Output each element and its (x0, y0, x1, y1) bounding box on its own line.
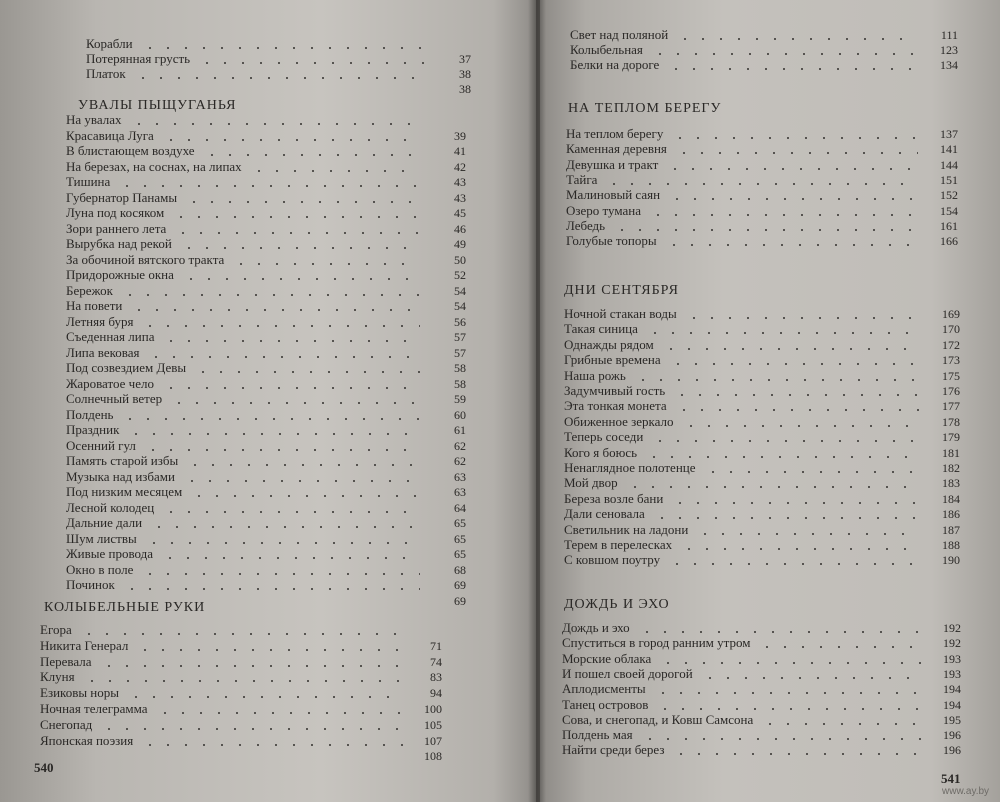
leader-dots (701, 677, 922, 679)
leader-dots (141, 47, 430, 49)
toc-page-number: 62 (454, 454, 466, 468)
toc-page-number: 181 (942, 445, 960, 460)
leader-dots (172, 216, 420, 218)
toc-page-number: 64 (454, 500, 466, 515)
leader-dots (118, 185, 420, 187)
leader-dots (651, 53, 915, 55)
leader-dots (162, 387, 420, 389)
toc-page-number: 54 (454, 283, 466, 298)
leader-dots (162, 340, 420, 342)
toc-entry-title: Осенний гул (66, 437, 136, 453)
leader-dots (605, 183, 918, 185)
leader-dots (668, 198, 918, 200)
toc-page-number: 74 (430, 654, 442, 669)
toc-page-number: 186 (942, 507, 960, 522)
toc-page-number: 108 (424, 749, 442, 764)
leader-dots (156, 712, 406, 714)
leader-dots (665, 244, 918, 246)
toc-page-number: 152 (940, 188, 958, 203)
toc-entry-title: Задумчивый гость (564, 383, 666, 398)
toc-page-number: 178 (942, 414, 960, 429)
leader-dots (83, 680, 405, 682)
leader-dots (626, 486, 920, 488)
toc-page-number: 175 (942, 368, 960, 383)
toc-entry-title: Грибные времена (564, 352, 661, 368)
toc-page-number: 177 (942, 399, 960, 414)
toc-page-number: 61 (454, 423, 466, 437)
leader-dots (194, 371, 420, 373)
book-gutter (528, 0, 546, 802)
toc-page-number: 105 (424, 717, 442, 732)
toc-page-number: 83 (430, 670, 442, 685)
toc-entry-title: Обиженное зеркало (564, 413, 674, 429)
toc-entry-title: Красавица Луга (66, 127, 154, 143)
toc-page-number: 58 (454, 376, 466, 391)
toc-page-number: 184 (942, 491, 960, 506)
toc-entry-title: Музыка над избами (66, 468, 175, 484)
leader-dots (161, 557, 420, 559)
toc-entry-title: Ненаглядное полотенце (564, 460, 696, 475)
leader-dots (649, 214, 918, 216)
leader-dots (680, 548, 920, 550)
leader-dots (672, 753, 922, 755)
toc-entry-title: Танец островов (562, 696, 649, 712)
leader-dots (127, 696, 405, 698)
toc-page-number: 179 (942, 430, 960, 445)
leader-dots (669, 363, 920, 365)
toc-entry-title: Под низким месяцем (66, 484, 183, 499)
toc-page-number: 195 (943, 712, 961, 727)
toc-page-number: 50 (454, 252, 466, 267)
leader-dots (174, 232, 420, 234)
toc-entry-title: Корабли (86, 36, 133, 51)
toc-entry-title: Береза возле бани (564, 490, 664, 506)
toc-entry-title: Морские облака (562, 650, 652, 666)
toc-entry-title: Дальние дали (66, 515, 143, 530)
toc-entry-title: Жароватое чело (66, 375, 154, 391)
leader-dots (180, 247, 420, 249)
toc-entry-title: Перевала (40, 653, 92, 669)
toc-page-number: 60 (454, 407, 466, 422)
toc-entry-title: Терем в перелесках (564, 537, 673, 552)
toc-entry-title: Мой двор (564, 475, 618, 491)
leader-dots (127, 433, 420, 435)
leader-dots (162, 139, 420, 141)
toc-entry-title: Солнечный ветер (66, 391, 163, 406)
leader-dots (147, 356, 420, 358)
leader-dots (676, 38, 915, 40)
toc-page-number: 172 (942, 337, 960, 352)
leader-dots (704, 471, 920, 473)
toc-page-number: 71 (430, 638, 442, 653)
toc-entry-title: Озеро тумана (566, 202, 642, 218)
toc-entry-title: Найти среди берез (562, 742, 665, 758)
toc-page-number: 49 (454, 237, 466, 251)
toc-page-number: 100 (424, 702, 442, 716)
toc-page-number: 134 (940, 58, 958, 72)
toc-entry-title: Клуня (40, 669, 75, 685)
toc-entry-title: Дали сеновала (564, 506, 645, 522)
leader-dots (675, 409, 920, 411)
section-heading: ДОЖДЬ И ЭХО (564, 597, 670, 612)
leader-dots (668, 563, 920, 565)
leader-dots (685, 317, 920, 319)
toc-entry-title: Окно в поле (66, 561, 134, 577)
leader-dots (130, 123, 420, 125)
leader-dots (250, 170, 420, 172)
leader-dots (182, 278, 420, 280)
toc-entry-title: Полдень (66, 406, 114, 422)
toc-entry-title: Бережок (66, 282, 113, 298)
toc-entry-title: Лебедь (566, 217, 606, 233)
toc-page-number: 65 (454, 531, 466, 546)
toc-entry-title: Колыбельная (570, 42, 643, 57)
toc-entry-title: Зори раннего лета (66, 220, 167, 236)
toc-entry-title: И пошел своей дорогой (562, 665, 693, 681)
leader-dots (696, 533, 920, 535)
page-number-left: 540 (34, 760, 54, 775)
leader-dots (162, 511, 420, 513)
toc-page-number: 154 (940, 203, 958, 218)
toc-page-number: 182 (942, 461, 960, 475)
leader-dots (651, 440, 920, 442)
leader-dots (185, 201, 420, 203)
leader-dots (671, 137, 918, 139)
toc-page-number: 52 (454, 268, 466, 282)
leader-dots (123, 588, 420, 590)
leader-dots (667, 68, 915, 70)
leader-dots (675, 152, 918, 154)
toc-entry-title: Такая синица (564, 321, 638, 337)
section-heading: НА ТЕПЛОМ БЕРЕГУ (568, 101, 722, 116)
leader-dots (613, 229, 918, 231)
leader-dots (150, 526, 420, 528)
section-heading: КОЛЫБЕЛЬНЫЕ РУКИ (44, 600, 206, 615)
toc-page-number: 196 (943, 743, 961, 758)
toc-page-number: 192 (943, 636, 961, 651)
leader-dots (653, 517, 920, 519)
toc-entry-title: Полдень мая (562, 727, 633, 743)
leader-dots (80, 633, 405, 635)
leader-dots (145, 542, 420, 544)
leader-dots (136, 649, 405, 651)
toc-entry-title: Никита Генерал (40, 637, 129, 653)
toc-entry-title: Аплодисменты (562, 681, 646, 697)
toc-entry-title: Придорожные окна (66, 267, 174, 282)
toc-entry-title: Наша рожь (564, 367, 626, 383)
toc-entry-title: Езиковы норы (40, 685, 120, 701)
leader-dots (198, 62, 430, 64)
toc-page-number: 169 (942, 307, 960, 321)
leader-dots (656, 708, 922, 710)
toc-entry-title: Девушка и тракт (566, 156, 659, 172)
toc-entry-title: Ночной стакан воды (564, 306, 677, 321)
toc-entry-title: Малиновый саян (566, 187, 661, 203)
toc-entry-title: Липа вековая (66, 344, 140, 360)
toc-page-number: 192 (943, 621, 961, 635)
leader-dots (634, 379, 920, 381)
leader-dots (190, 495, 420, 497)
toc-entry-title: Свет над поляной (570, 27, 669, 42)
toc-page-number: 194 (943, 682, 961, 697)
toc-page-number: 183 (942, 476, 960, 491)
toc-page-number: 41 (454, 144, 466, 158)
toc-page-number: 176 (942, 384, 960, 398)
leader-dots (673, 394, 920, 396)
toc-entry-title: Тайга (566, 171, 598, 187)
toc-entry-title: Тишина (66, 174, 111, 189)
toc-entry-title: За обочиной вятского тракта (66, 251, 225, 267)
section-heading: УВАЛЫ ПЫЩУГАНЬЯ (78, 98, 237, 113)
toc-page-number: 38 (459, 82, 471, 96)
leader-dots (134, 77, 430, 79)
right-page (540, 0, 1000, 802)
toc-entry-title: Егора (40, 622, 72, 637)
leader-dots (646, 332, 920, 334)
leader-dots (641, 738, 922, 740)
toc-entry-title: С ковшом поутру (564, 552, 661, 568)
toc-entry-title: Дождь и эхо (562, 620, 630, 635)
toc-entry-title: Починок (66, 577, 115, 592)
leader-dots (141, 744, 405, 746)
toc-page-number: 144 (940, 157, 958, 172)
toc-entry-title: На увалах (66, 112, 122, 127)
leader-dots (671, 502, 920, 504)
page-number-right: 541 (941, 771, 961, 786)
leader-dots (170, 402, 420, 404)
toc-entry-title: Праздник (66, 422, 120, 437)
toc-entry-title: На теплом берегу (566, 126, 664, 141)
toc-entry-title: Шум листвы (66, 530, 137, 546)
toc-page-number: 187 (942, 522, 960, 537)
toc-page-number: 137 (940, 127, 958, 141)
toc-page-number: 43 (454, 190, 466, 205)
toc-page-number: 54 (454, 299, 466, 313)
leader-dots (645, 456, 920, 458)
toc-page-number: 161 (940, 218, 958, 233)
toc-entry-title: Живые провода (66, 546, 154, 561)
toc-entry-title: Снегопад (40, 716, 93, 732)
toc-page-number: 194 (943, 697, 961, 712)
toc-entry-title: Теперь соседи (564, 429, 644, 445)
toc-page-number: 45 (454, 206, 466, 220)
toc-entry-title: Потерянная грусть (86, 51, 191, 66)
toc-page-number: 111 (940, 28, 958, 42)
toc-entry-title: Эта тонкая монета (564, 398, 667, 414)
toc-entry-title: На повети (66, 298, 123, 313)
toc-entry-title: В блистающем воздухе (66, 143, 195, 158)
leader-dots (654, 692, 922, 694)
toc-page-number: 43 (454, 175, 466, 189)
toc-entry-title: Губернатор Панамы (66, 189, 178, 205)
toc-entry-title: Спуститься в город ранним утром (562, 635, 751, 651)
leader-dots (141, 573, 420, 575)
leader-dots (144, 449, 420, 451)
toc-page-number: 69 (454, 593, 466, 608)
leader-dots (141, 325, 420, 327)
toc-entry-title: Светильник на ладони (564, 521, 689, 537)
toc-page-number: 65 (454, 516, 466, 530)
toc-entry-title: Сова, и снегопад, и Ковш Самсона (562, 711, 754, 727)
leader-dots (183, 480, 420, 482)
toc-page-number: 69 (454, 578, 466, 592)
toc-page-number: 57 (454, 330, 466, 344)
toc-page-number: 65 (454, 547, 466, 561)
toc-entry-title: Платок (86, 66, 126, 81)
toc-page-number: 63 (454, 485, 466, 499)
toc-page-number: 151 (940, 172, 958, 187)
leader-dots (232, 263, 420, 265)
toc-page-number: 68 (454, 562, 466, 577)
toc-entry-title: Память старой избы (66, 453, 179, 468)
toc-entry-title: Ночная телеграмма (40, 701, 148, 716)
toc-page-number: 38 (459, 67, 471, 81)
toc-page-number: 123 (940, 43, 958, 57)
toc-page-number: 58 (454, 361, 466, 375)
toc-entry-title: Белки на дороге (570, 57, 660, 72)
toc-page-number: 39 (454, 128, 466, 143)
toc-page-number: 46 (454, 221, 466, 236)
toc-page-number: 196 (943, 728, 961, 743)
leader-dots (682, 425, 920, 427)
toc-entry-title: Съеденная липа (66, 329, 155, 344)
toc-page-number: 94 (430, 686, 442, 701)
toc-entry-title: Каменная деревня (566, 141, 667, 157)
leader-dots (130, 309, 420, 311)
toc-entry-title: Однажды рядом (564, 336, 654, 352)
leader-dots (203, 154, 420, 156)
toc-entry-title: Лесной колодец (66, 499, 155, 515)
leader-dots (100, 728, 405, 730)
toc-entry-title: Луна под косяком (66, 205, 165, 220)
toc-entry-title: Под созвездием Девы (66, 360, 187, 375)
toc-entry-title: На березах, на соснах, на липах (66, 158, 242, 174)
toc-entry-title: Кого я боюсь (564, 444, 638, 460)
toc-page-number: 57 (454, 345, 466, 360)
toc-page-number: 107 (424, 733, 442, 748)
toc-page-number: 59 (454, 392, 466, 406)
toc-page-number: 190 (942, 553, 960, 568)
leader-dots (761, 723, 922, 725)
toc-page-number: 56 (454, 314, 466, 329)
toc-page-number: 170 (942, 322, 960, 337)
watermark-text: www.ay.by (942, 786, 990, 797)
toc-page-number: 63 (454, 469, 466, 484)
toc-page-number: 166 (940, 234, 958, 249)
toc-page-number: 62 (454, 438, 466, 453)
toc-entry-title: Голубые топоры (566, 233, 657, 249)
toc-page-number: 188 (942, 538, 960, 552)
toc-page-number: 193 (943, 666, 961, 681)
toc-page-number: 141 (940, 142, 958, 157)
toc-page-number: 42 (454, 159, 466, 174)
leader-dots (186, 464, 420, 466)
leader-dots (662, 348, 920, 350)
toc-entry-title: Летняя буря (66, 313, 134, 329)
leader-dots (758, 646, 922, 648)
leader-dots (659, 662, 922, 664)
toc-page-number: 37 (459, 52, 471, 66)
toc-page-number: 173 (942, 353, 960, 368)
toc-page-number: 193 (943, 651, 961, 666)
toc-entry-title: Японская поэзия (40, 732, 134, 748)
leader-dots (100, 665, 405, 667)
leader-dots (121, 418, 420, 420)
toc-entry-title: Вырубка над рекой (66, 236, 172, 251)
leader-dots (121, 294, 420, 296)
leader-dots (638, 631, 922, 633)
section-heading: ДНИ СЕНТЯБРЯ (564, 283, 679, 298)
leader-dots (666, 168, 918, 170)
